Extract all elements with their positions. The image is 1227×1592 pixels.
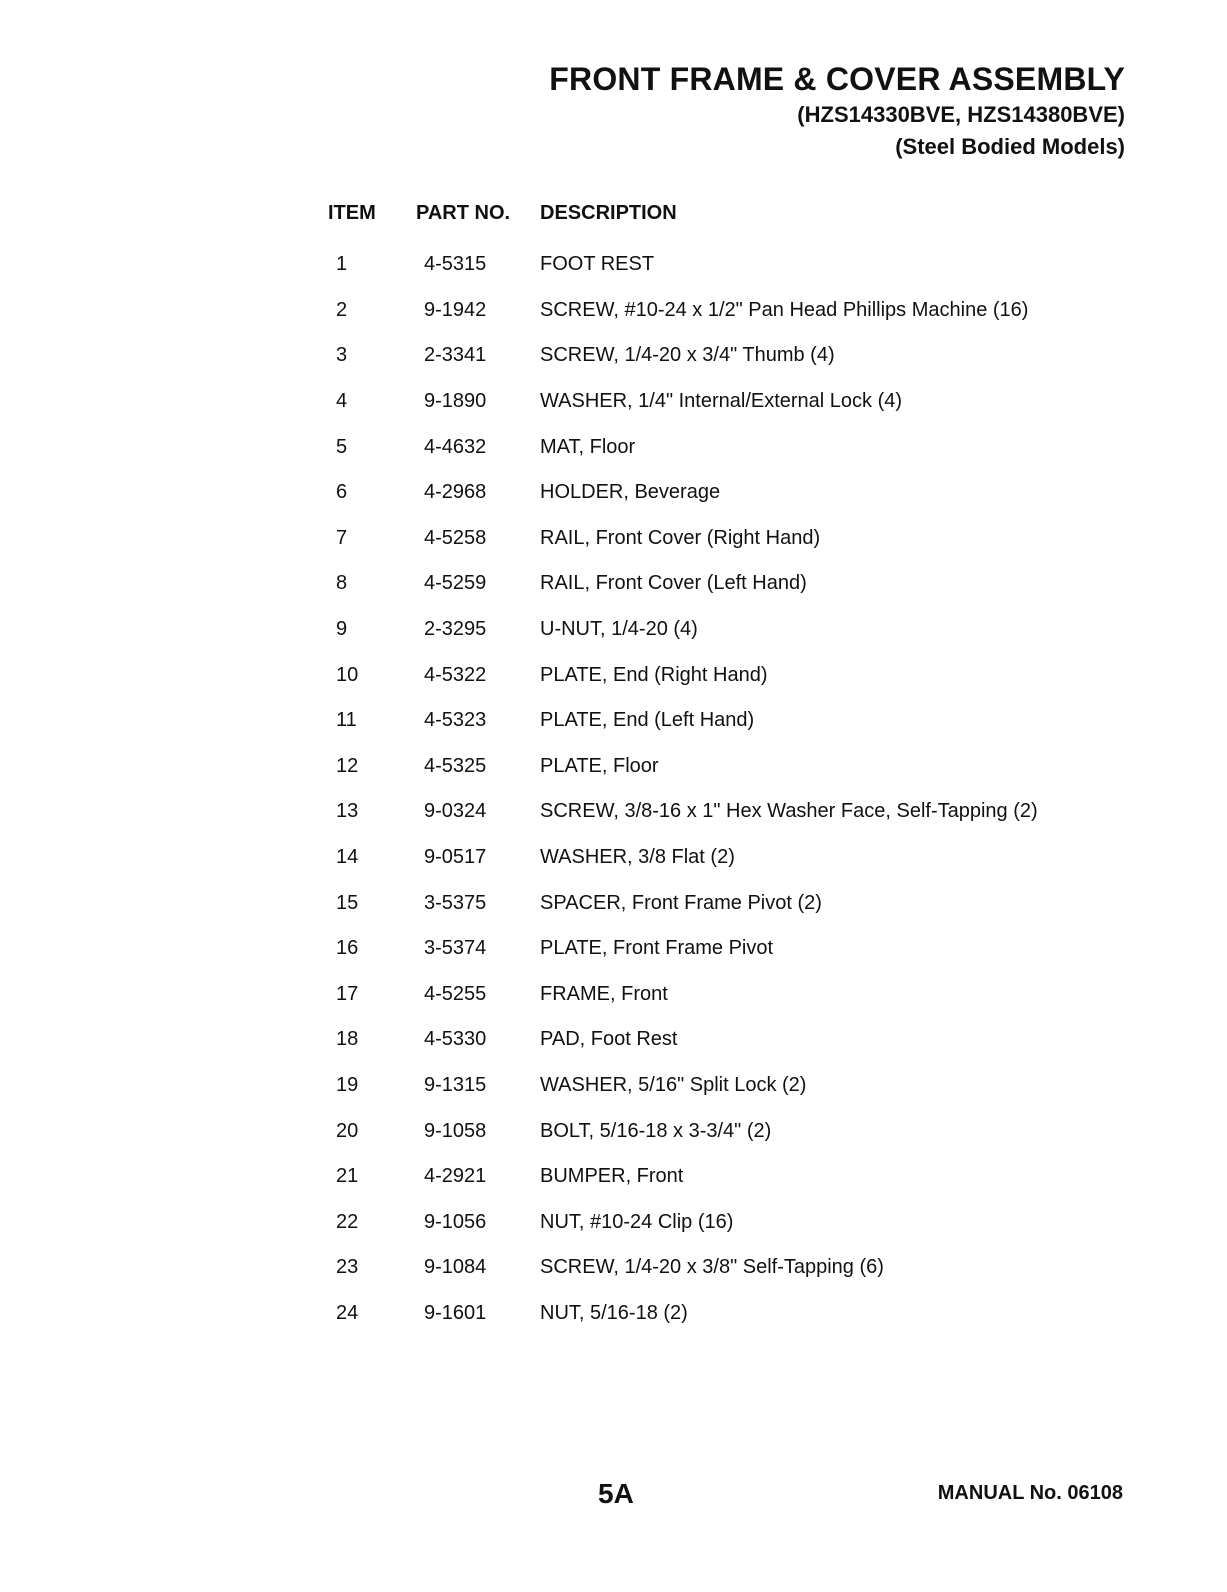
- part-description: NUT, 5/16-18 (2): [540, 1301, 688, 1324]
- part-description: BOLT, 5/16-18 x 3-3/4" (2): [540, 1119, 772, 1142]
- item-number: 4: [336, 390, 348, 413]
- column-header-part-no: PART NO.: [416, 201, 511, 224]
- item-number: 13: [336, 800, 359, 823]
- table-row: [320, 789, 1100, 835]
- part-description: SCREW, #10-24 x 1/2" Pan Head Phillips Machine (16): [540, 298, 1029, 321]
- table-row: [320, 1199, 1100, 1245]
- part-number: 4-5315: [424, 253, 487, 276]
- table-row: [320, 652, 1100, 698]
- part-number: 3-5375: [424, 891, 487, 914]
- item-number: 7: [336, 526, 348, 549]
- part-description: FRAME, Front: [540, 982, 668, 1005]
- part-number: 9-0517: [424, 846, 487, 869]
- item-number: 14: [336, 846, 359, 869]
- item-number: 10: [336, 663, 359, 686]
- table-row: [320, 607, 1100, 653]
- parts-table: [320, 196, 1100, 1336]
- table-row: [320, 1108, 1100, 1154]
- manual-number: MANUAL No. 06108: [937, 1482, 1123, 1504]
- part-description: PLATE, End (Right Hand): [540, 663, 768, 686]
- part-number: 4-4632: [424, 435, 487, 458]
- title-block: [549, 60, 1125, 162]
- table-row: [320, 1063, 1100, 1109]
- part-number: 4-5325: [424, 754, 487, 777]
- table-row: [320, 242, 1100, 288]
- table-row: [320, 744, 1100, 790]
- item-number: 21: [336, 1165, 359, 1188]
- part-number: 4-2968: [424, 481, 487, 504]
- part-description: WASHER, 3/8 Flat (2): [540, 846, 735, 869]
- item-number: 22: [336, 1210, 359, 1233]
- model-numbers: (HZS14330BVE, HZS14380BVE): [797, 102, 1125, 127]
- item-number: 12: [336, 754, 359, 777]
- item-number: 1: [336, 253, 348, 276]
- item-number: 17: [336, 982, 359, 1005]
- part-number: 3-5374: [424, 937, 487, 960]
- item-number: 9: [336, 618, 348, 641]
- table-row: [320, 470, 1100, 516]
- part-description: WASHER, 5/16" Split Lock (2): [540, 1073, 807, 1096]
- column-header-item: ITEM: [328, 201, 376, 224]
- part-description: SCREW, 1/4-20 x 3/8" Self-Tapping (6): [540, 1256, 884, 1279]
- column-header-description: DESCRIPTION: [540, 201, 677, 224]
- part-number: 4-5322: [424, 663, 487, 686]
- part-description: PLATE, End (Left Hand): [540, 709, 755, 732]
- page-number: 5A: [598, 1478, 634, 1509]
- table-row: [320, 1291, 1100, 1337]
- part-description: HOLDER, Beverage: [540, 481, 721, 504]
- item-number: 8: [336, 572, 348, 595]
- table-row: [320, 561, 1100, 607]
- part-number: 4-5330: [424, 1028, 487, 1051]
- part-description: PLATE, Front Frame Pivot: [540, 937, 774, 960]
- table-row: [320, 880, 1100, 926]
- item-number: 19: [336, 1073, 359, 1096]
- part-number: 9-1315: [424, 1073, 487, 1096]
- item-number: 24: [336, 1301, 359, 1324]
- part-description: RAIL, Front Cover (Right Hand): [540, 526, 821, 549]
- table-header-row: [320, 196, 1100, 242]
- table-row: [320, 835, 1100, 881]
- part-number: 9-1084: [424, 1256, 487, 1279]
- part-number: 4-5258: [424, 526, 487, 549]
- item-number: 23: [336, 1256, 359, 1279]
- part-description: PLATE, Floor: [540, 754, 659, 777]
- table-row: [320, 379, 1100, 425]
- table-row: [320, 424, 1100, 470]
- part-number: 4-5259: [424, 572, 487, 595]
- item-number: 5: [336, 435, 348, 458]
- part-description: SCREW, 3/8-16 x 1" Hex Washer Face, Self-Tapping (2): [540, 800, 1038, 823]
- part-number: 9-1056: [424, 1210, 487, 1233]
- item-number: 16: [336, 937, 359, 960]
- part-number: 9-1058: [424, 1119, 487, 1142]
- item-number: 2: [336, 298, 348, 321]
- part-number: 2-3341: [424, 344, 487, 367]
- table-row: [320, 1017, 1100, 1063]
- part-description: RAIL, Front Cover (Left Hand): [540, 572, 807, 595]
- part-description: BUMPER, Front: [540, 1165, 684, 1188]
- item-number: 3: [336, 344, 348, 367]
- part-number: 4-5255: [424, 982, 487, 1005]
- part-description: MAT, Floor: [540, 435, 636, 458]
- part-description: SCREW, 1/4-20 x 3/4" Thumb (4): [540, 344, 835, 367]
- page-title: FRONT FRAME & COVER ASSEMBLY: [549, 61, 1125, 97]
- item-number: 15: [336, 891, 359, 914]
- part-description: FOOT REST: [540, 253, 655, 276]
- part-number: 4-2921: [424, 1165, 487, 1188]
- part-number: 9-1942: [424, 298, 487, 321]
- item-number: 6: [336, 481, 348, 504]
- part-description: NUT, #10-24 Clip (16): [540, 1210, 734, 1233]
- page-subtitle: (Steel Bodied Models): [895, 134, 1125, 159]
- part-number: 4-5323: [424, 709, 487, 732]
- part-number: 2-3295: [424, 618, 487, 641]
- part-description: PAD, Foot Rest: [540, 1028, 678, 1051]
- table-row: [320, 926, 1100, 972]
- item-number: 11: [336, 709, 357, 732]
- part-number: 9-1601: [424, 1301, 487, 1324]
- part-description: SPACER, Front Frame Pivot (2): [540, 891, 822, 914]
- table-row: [320, 288, 1100, 334]
- table-row: [320, 972, 1100, 1018]
- item-number: 18: [336, 1028, 359, 1051]
- table-row: [320, 1245, 1100, 1291]
- part-number: 9-0324: [424, 800, 487, 823]
- table-row: [320, 333, 1100, 379]
- item-number: 20: [336, 1119, 359, 1142]
- table-row: [320, 516, 1100, 562]
- part-description: U-NUT, 1/4-20 (4): [540, 618, 698, 641]
- table-row: [320, 1154, 1100, 1200]
- table-row: [320, 698, 1100, 744]
- parts-table-body: [320, 242, 1100, 1336]
- part-description: WASHER, 1/4" Internal/External Lock (4): [540, 390, 903, 413]
- part-number: 9-1890: [424, 390, 487, 413]
